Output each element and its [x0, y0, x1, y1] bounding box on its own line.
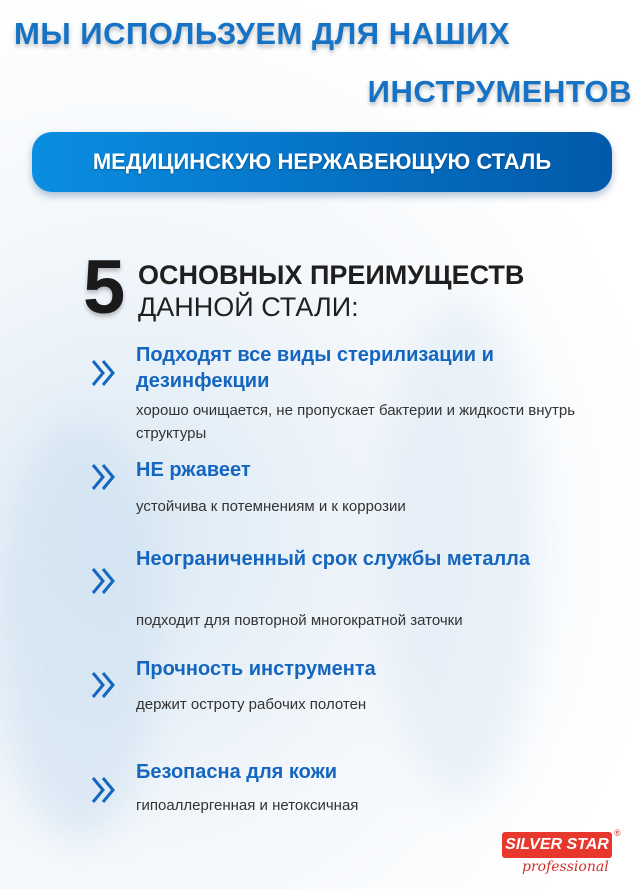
item-text: подходит для повторной многократной заточки	[136, 612, 463, 629]
advantages-title-bold: ОСНОВНЫХ ПРЕИМУЩЕСТВ	[138, 260, 525, 290]
logo-subtitle: professional	[522, 859, 609, 875]
item-heading: Прочность инструмента	[136, 658, 376, 680]
item-heading: Неограниченный срок службы металла	[136, 548, 530, 570]
title-line-2: ИНСТРУМЕНТОВ	[367, 74, 632, 109]
title-line-1: МЫ ИСПОЛЬЗУЕМ ДЛЯ НАШИХ	[14, 16, 511, 51]
double-chevron-right-icon	[90, 775, 118, 805]
steel-banner-text: МЕДИЦИНСКУЮ НЕРЖАВЕЮЩУЮ СТАЛЬ	[92, 149, 552, 174]
advantages-title-regular: ДАННОЙ СТАЛИ:	[138, 292, 359, 322]
brand-logo	[502, 828, 622, 882]
double-chevron-right-icon	[90, 566, 118, 596]
double-chevron-right-icon	[90, 358, 118, 388]
steel-banner	[32, 132, 612, 192]
item-heading: Подходят все виды стерилизации и дезинфекции	[136, 344, 494, 392]
logo-brand: SILVER STAR	[502, 832, 612, 858]
item-text: гипоаллергенная и нетоксичная	[136, 797, 359, 814]
logo-registered: ®	[614, 828, 621, 838]
advantages-number: 5	[83, 245, 126, 330]
double-chevron-right-icon	[90, 670, 118, 700]
item-text: держит остроту рабочих полотен	[136, 696, 367, 713]
item-heading: Безопасна для кожи	[136, 761, 338, 783]
item-text: хорошо очищается, не пропускает бактерии и жидкости внутрь структуры	[136, 402, 576, 442]
double-chevron-right-icon	[90, 462, 118, 492]
item-heading: НЕ ржавеет	[136, 459, 251, 481]
item-text: устойчива к потемнениям и к коррозии	[136, 498, 406, 515]
